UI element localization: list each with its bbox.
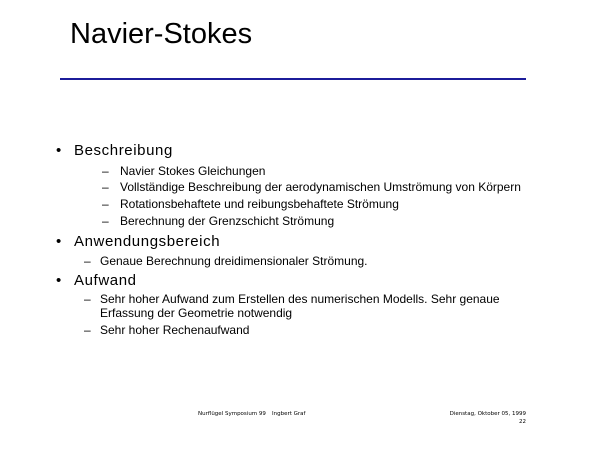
sub-bullet-item: Genaue Berechnung dreidimensionaler Strömung. [100, 254, 368, 268]
sub-bullet-marker: – [102, 197, 109, 211]
sub-bullet-item-continuation: Erfassung der Geometrie notwendig [100, 306, 293, 320]
sub-bullet-item: Vollständige Beschreibung der aerodynamischen Umströmung von Körpern [120, 180, 521, 194]
bullet-marker: • [56, 272, 62, 289]
sub-bullet-marker: – [84, 254, 91, 268]
footer-date: Dienstag, Oktober 05, 1999 [449, 411, 526, 417]
title-underline [60, 78, 526, 80]
sub-bullet-item: Rotationsbehaftete und reibungsbehaftete Strömung [120, 197, 399, 211]
sub-bullet-marker: – [102, 214, 109, 228]
slide-title: Navier-Stokes [70, 18, 253, 50]
sub-bullet-item: Berechnung der Grenzschicht Strömung [120, 214, 335, 228]
bullet-marker: • [56, 142, 62, 159]
sub-bullet-marker: – [102, 180, 109, 194]
footer-page-number: 22 [519, 419, 526, 425]
footer-event: Nurflügel Symposium 99 [198, 411, 266, 417]
sub-bullet-marker: – [102, 164, 109, 178]
footer-author: Ingbert Graf [272, 411, 306, 417]
bullet-marker: • [56, 233, 62, 250]
sub-bullet-item: Sehr hoher Aufwand zum Erstellen des numerischen Modells. Sehr genaue [100, 292, 500, 306]
bullet-heading-aufwand: Aufwand [74, 272, 137, 289]
sub-bullet-marker: – [84, 292, 91, 306]
sub-bullet-marker: – [84, 323, 91, 337]
bullet-heading-anwendungsbereich: Anwendungsbereich [74, 233, 221, 250]
sub-bullet-item: Sehr hoher Rechenaufwand [100, 323, 250, 337]
sub-bullet-item: Navier Stokes Gleichungen [120, 164, 266, 178]
bullet-heading-beschreibung: Beschreibung [74, 142, 173, 159]
